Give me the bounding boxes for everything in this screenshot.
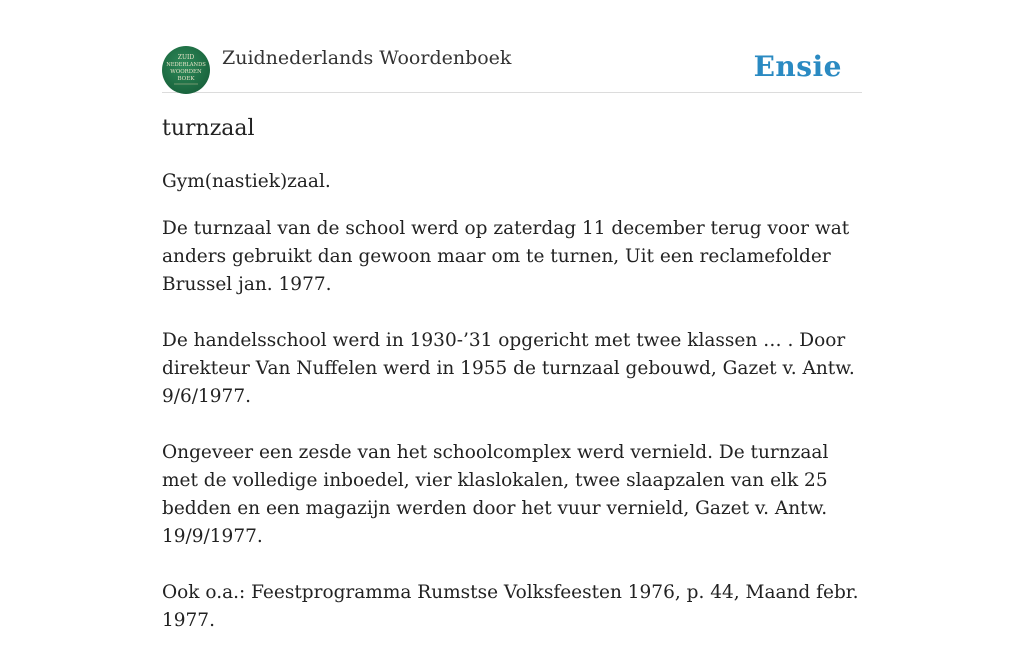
logo-text-line: NEDERLANDS: [166, 62, 206, 68]
logo-text-line: BOEK: [177, 76, 195, 82]
entry-example: Ongeveer een zesde van het schoolcomplex werd vernield. De turnzaal met de volledige inboedel, vier klaslokalen, twee slaapzalen van elk 25 bedden en een magazijn werden door het vuur vernield, Gazet v. Antw. 19/9/1977.: [162, 442, 829, 547]
logo-text-line: WOORDEN: [170, 69, 202, 75]
site-logo[interactable]: [162, 46, 210, 94]
logo-emblem-icon: [162, 46, 210, 94]
entry-content: [162, 168, 862, 663]
site-header: [162, 40, 862, 93]
entry-title: turnzaal: [162, 116, 255, 141]
logo-text-line: ZUID: [177, 54, 195, 61]
entry-example: Ook o.a.: Feestprogramma Rumstse Volksfeesten 1976, p. 44, Maand febr. 1977.: [162, 582, 859, 631]
entry-example: De turnzaal van de school werd op zaterdag 11 december terug voor wat anders gebruikt dan gewoon maar om te turnen, Uit een reclamefolder Brussel jan. 1977.: [162, 218, 850, 295]
entry-definition: Gym(nastiek)zaal.: [162, 171, 331, 192]
entry-example: De handelsschool werd in 1930-’31 opgericht met twee klassen … . Door direkteur Van Nuffelen werd in 1955 de turnzaal gebouwd, Gazet v. Antw. 9/6/1977.: [162, 330, 855, 407]
site-title[interactable]: Zuidnederlands Woordenboek: [222, 47, 512, 69]
brand-logo-link[interactable]: Ensie: [753, 50, 842, 83]
